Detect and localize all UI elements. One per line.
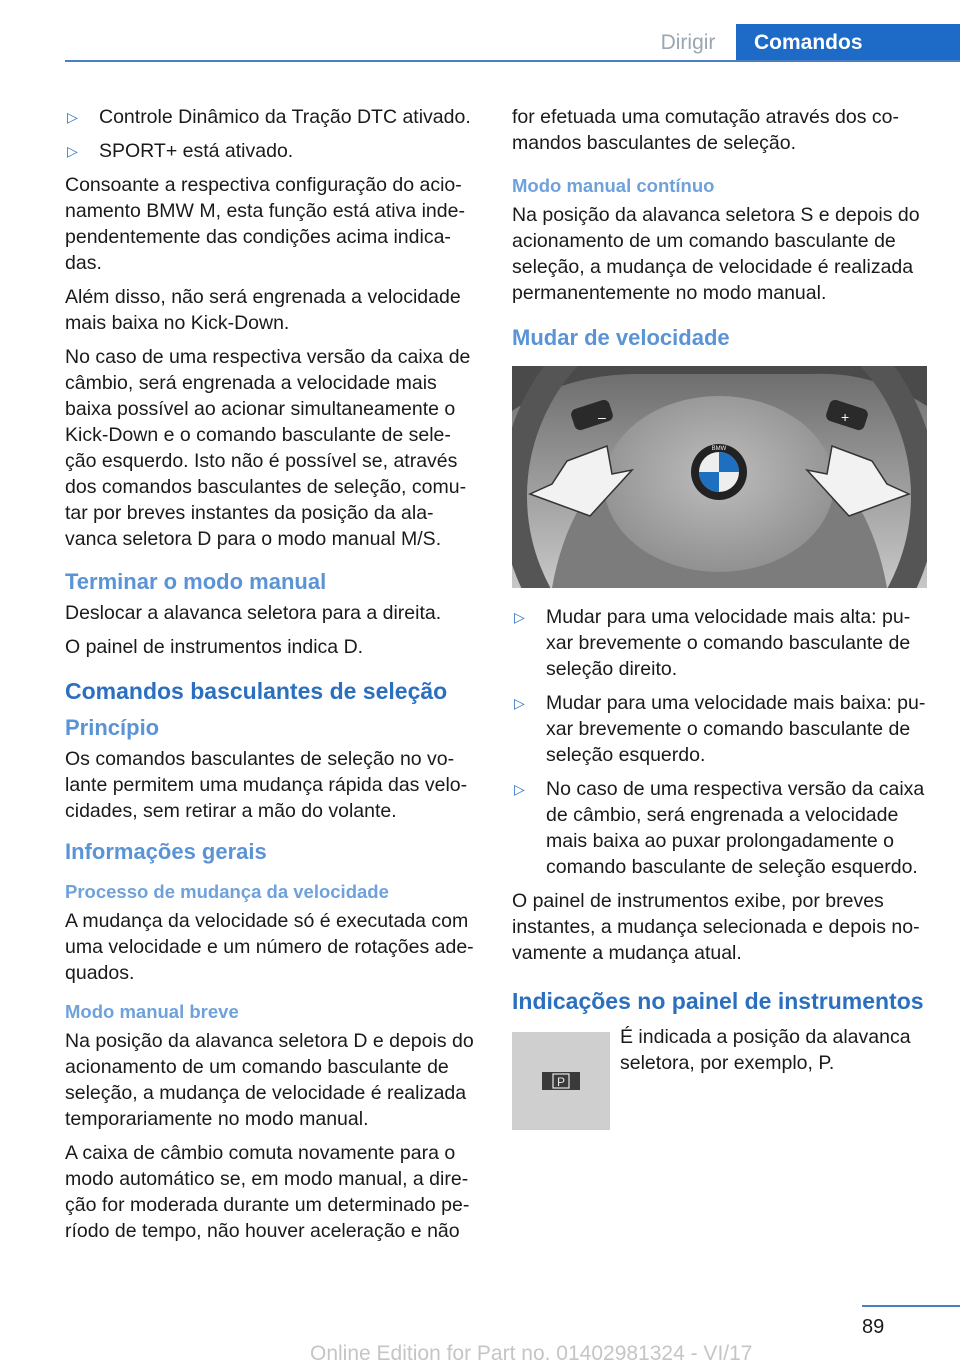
paragraph: Os comandos basculantes de seleção no vo-lante permitem uma mudança rápida das velo-cidades, sem retirar a mão do volante.: [65, 748, 468, 822]
header-rule: [65, 60, 960, 62]
section-tab-comandos[interactable]: Comandos: [736, 24, 960, 62]
minus-label: –: [598, 409, 606, 425]
paragraph: No caso de uma respectiva versão da caixa de câmbio, será engrenada a velocidade mais baixa possível ao acionar simultaneamente o Kick-Down e o comando basculante de sele-ção esquerdo. Isto não é possível se, através dos comandos basculantes de seleção, comu-tar por breves instantes da posição da ala-vanca seletora D para o modo manual M/S.: [65, 346, 471, 550]
paragraph: for efetuada uma comutação através dos co-mandos basculantes de seleção.: [512, 106, 899, 154]
triangle-bullet-icon: ▷: [67, 109, 78, 125]
list-item: ▷ Controle Dinâmico da Tração DTC ativado.: [67, 106, 471, 128]
heading-modo-manual-continuo: Modo manual contínuo: [512, 175, 715, 196]
paragraph: Na posição da alavanca seletora D e depois do acionamento de um comando basculante de seleção, a mudança de velocidade é realizada temporariamente no modo manual.: [65, 1030, 474, 1130]
paragraph: A mudança da velocidade só é executada com uma velocidade e um número de rotações ade-quados.: [65, 910, 474, 984]
paragraph: A caixa de câmbio comuta novamente para o modo automático se, em modo manual, a dire-ção for moderada durante um determinado pe-ríodo de tempo, não houver aceleração e não: [65, 1142, 470, 1242]
triangle-bullet-icon: ▷: [67, 143, 78, 159]
triangle-bullet-icon: ▷: [514, 781, 525, 797]
edition-watermark: Online Edition for Part no. 01402981324 - VI/17: [310, 1342, 753, 1365]
heading-indicacoes-painel: Indicações no painel de instrumentos: [512, 988, 924, 1014]
list-item: ▷ No caso de uma respectiva versão da caixa de câmbio, será engrenada a velocidade mais baixa ao puxar prolongadamente o comando basculante de seleção esquerdo.: [514, 778, 925, 878]
heading-principio: Princípio: [65, 715, 160, 740]
section-tab-dirigir[interactable]: Dirigir: [660, 31, 716, 54]
paragraph: Além disso, não será engrenada a velocidade mais baixa no Kick-Down.: [65, 286, 461, 334]
paragraph: É indicada a posição da alavanca seletora, por exemplo, P.: [620, 1026, 911, 1074]
paragraph: Consoante a respectiva configuração do acio-namento BMW M, esta função está ativa inde-pendentemente das condições acima indica-das.: [65, 174, 465, 274]
heading-comandos-basculantes: Comandos basculantes de seleção: [65, 678, 448, 704]
plus-label: +: [841, 409, 850, 425]
paragraph: Deslocar a alavanca seletora para a direita.: [65, 602, 442, 624]
footer-rule: [862, 1305, 960, 1307]
steering-wheel-figure: [512, 366, 927, 588]
left-column: [65, 104, 477, 1252]
triangle-bullet-icon: ▷: [514, 695, 525, 711]
svg-text:BMW: BMW: [711, 446, 727, 452]
heading-informacoes-gerais: Informações gerais: [65, 839, 267, 864]
paragraph: O painel de instrumentos indica D.: [65, 636, 364, 658]
panel-letter: P: [556, 1075, 566, 1089]
page-number: 89: [862, 1316, 885, 1338]
paragraph: O painel de instrumentos exibe, por breves instantes, a mudança selecionada e depois no-vamente a mudança atual.: [512, 890, 920, 964]
triangle-bullet-icon: ▷: [514, 609, 525, 625]
list-item: ▷ SPORT+ está ativado.: [67, 140, 294, 162]
heading-modo-manual-breve: Modo manual breve: [65, 1001, 239, 1022]
instrument-panel-figure: [512, 1032, 610, 1130]
heading-mudar-velocidade: Mudar de velocidade: [512, 325, 730, 350]
panel-indication-block: [512, 1024, 930, 1130]
heading-processo-mudanca: Processo de mudança da velocidade: [65, 881, 389, 902]
list-item: ▷ Mudar para uma velocidade mais baixa: pu-xar brevemente o comando basculante de seleção esquerdo.: [514, 692, 926, 766]
list-item: ▷ Mudar para uma velocidade mais alta: pu-xar brevemente o comando basculante de seleção direito.: [514, 606, 911, 680]
right-column: [512, 104, 930, 1130]
paragraph: Na posição da alavanca seletora S e depois do acionamento de um comando basculante de seleção, a mudança de velocidade é realizada permanentemente no modo manual.: [512, 204, 920, 304]
heading-terminar-modo-manual: Terminar o modo manual: [65, 569, 327, 594]
